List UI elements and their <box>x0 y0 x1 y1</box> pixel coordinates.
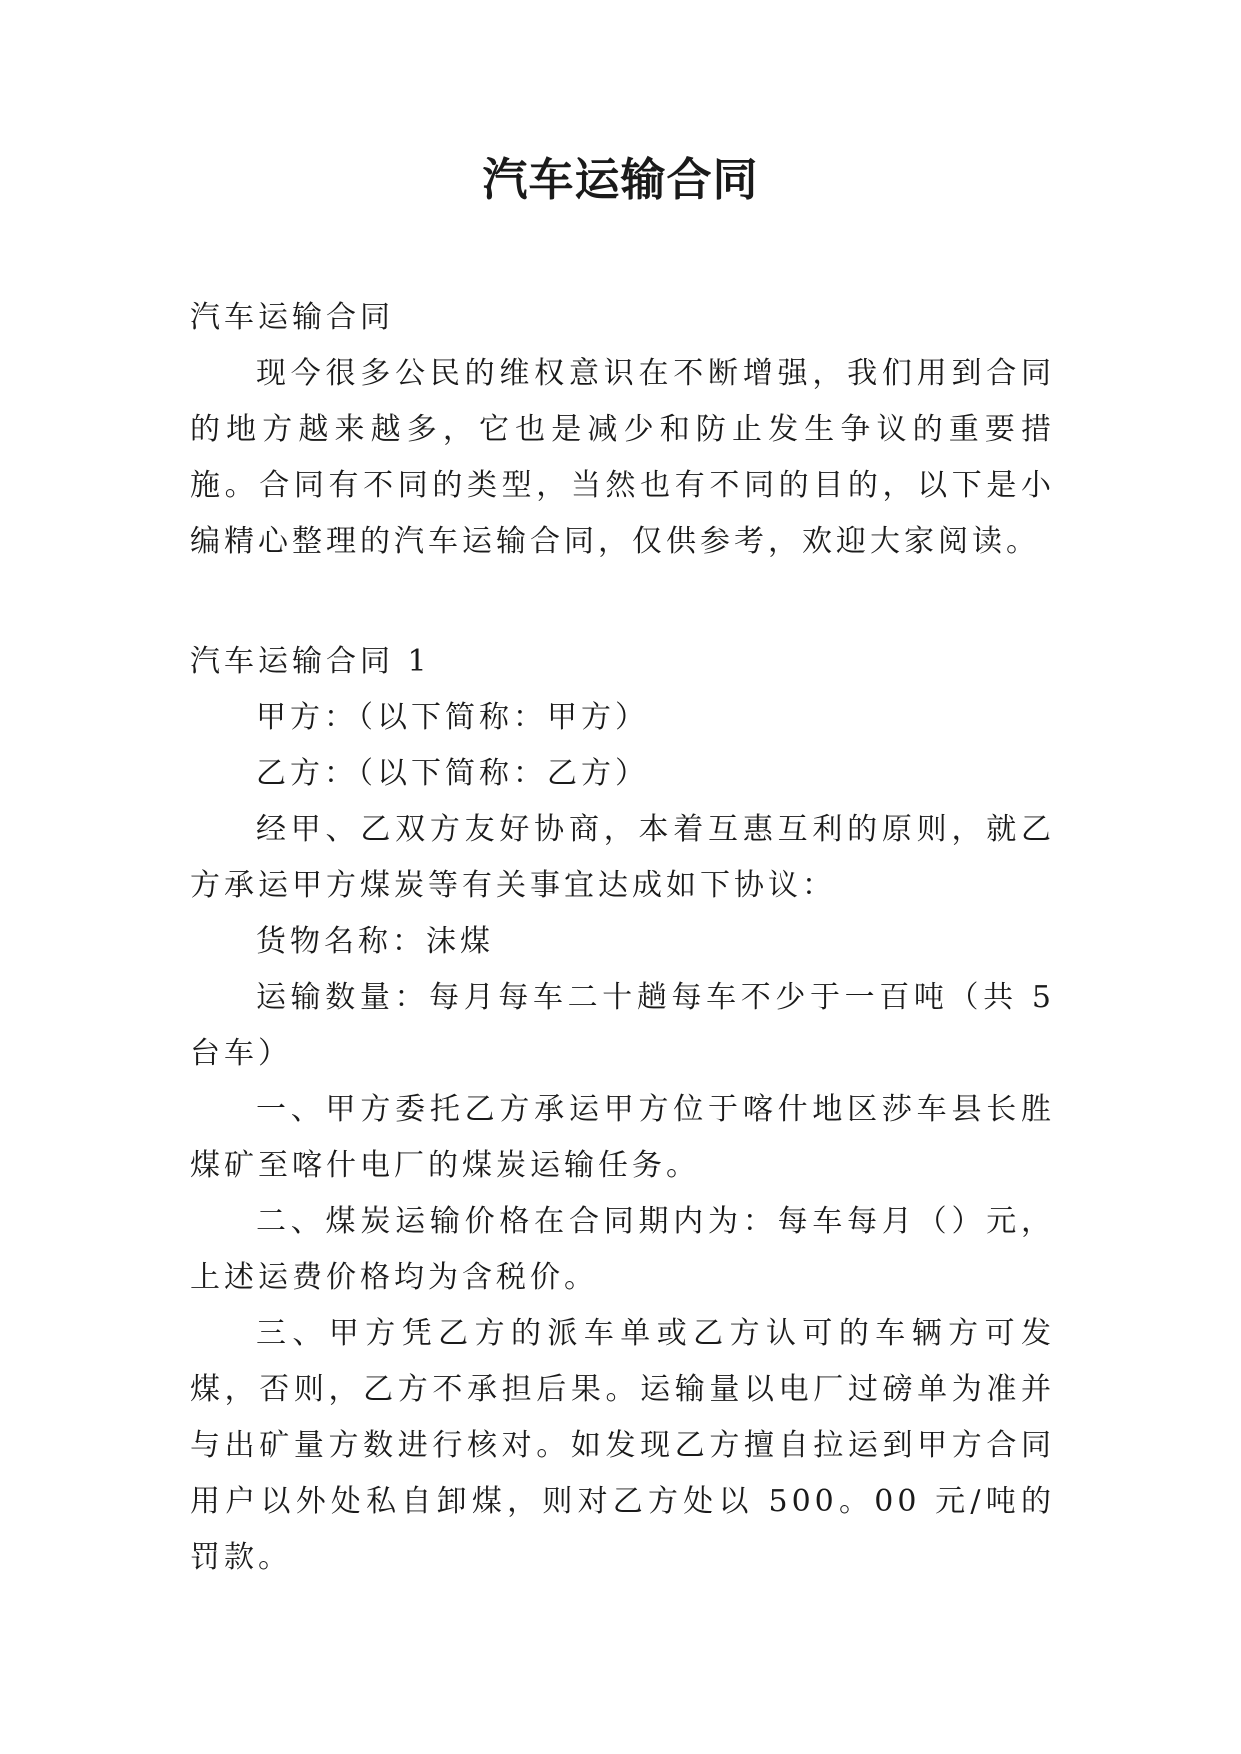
clause-one: 一、甲方委托乙方承运甲方位于喀什地区莎车县长胜煤矿至喀什电厂的煤炭运输任务。 <box>190 1092 1055 1183</box>
clause-two: 二、煤炭运输价格在合同期内为：每车每月（）元，上述运费价格均为含税价。 <box>190 1204 1055 1295</box>
cargo-name-line: 货物名称：沫煤 <box>256 924 494 959</box>
clause-three: 三、甲方凭乙方的派车单或乙方认可的车辆方可发煤，否则，乙方不承担后果。运输量以电厂过磅单为准并与出矿量方数进行核对。如发现乙方擅自拉运到甲方合同用户以外处私自卸煤，则对乙方处以 500。00 元/吨的罚款。 <box>190 1316 1055 1575</box>
agreement-preamble: 经甲、乙双方友好协商，本着互惠互利的原则，就乙方承运甲方煤炭等有关事宜达成如下协议： <box>190 812 1055 903</box>
transport-quantity-line: 运输数量：每月每车二十趟每车不少于一百吨（共 5 台车） <box>190 980 1055 1071</box>
document-title: 汽车运输合同 <box>482 153 759 206</box>
party-a-line: 甲方：（以下简称：甲方） <box>256 700 649 735</box>
document-body <box>190 290 1055 1586</box>
party-b-line: 乙方：（以下简称：乙方） <box>256 756 649 791</box>
document-subtitle: 汽车运输合同 <box>190 300 394 335</box>
section-heading: 汽车运输合同 1 <box>190 644 431 679</box>
paragraph-spacer <box>190 570 1055 634</box>
intro-paragraph: 现今很多公民的维权意识在不断增强，我们用到合同的地方越来越多，它也是减少和防止发生争议的重要措施。合同有不同的类型，当然也有不同的目的，以下是小编精心整理的汽车运输合同，仅供参考，欢迎大家阅读。 <box>190 356 1055 559</box>
